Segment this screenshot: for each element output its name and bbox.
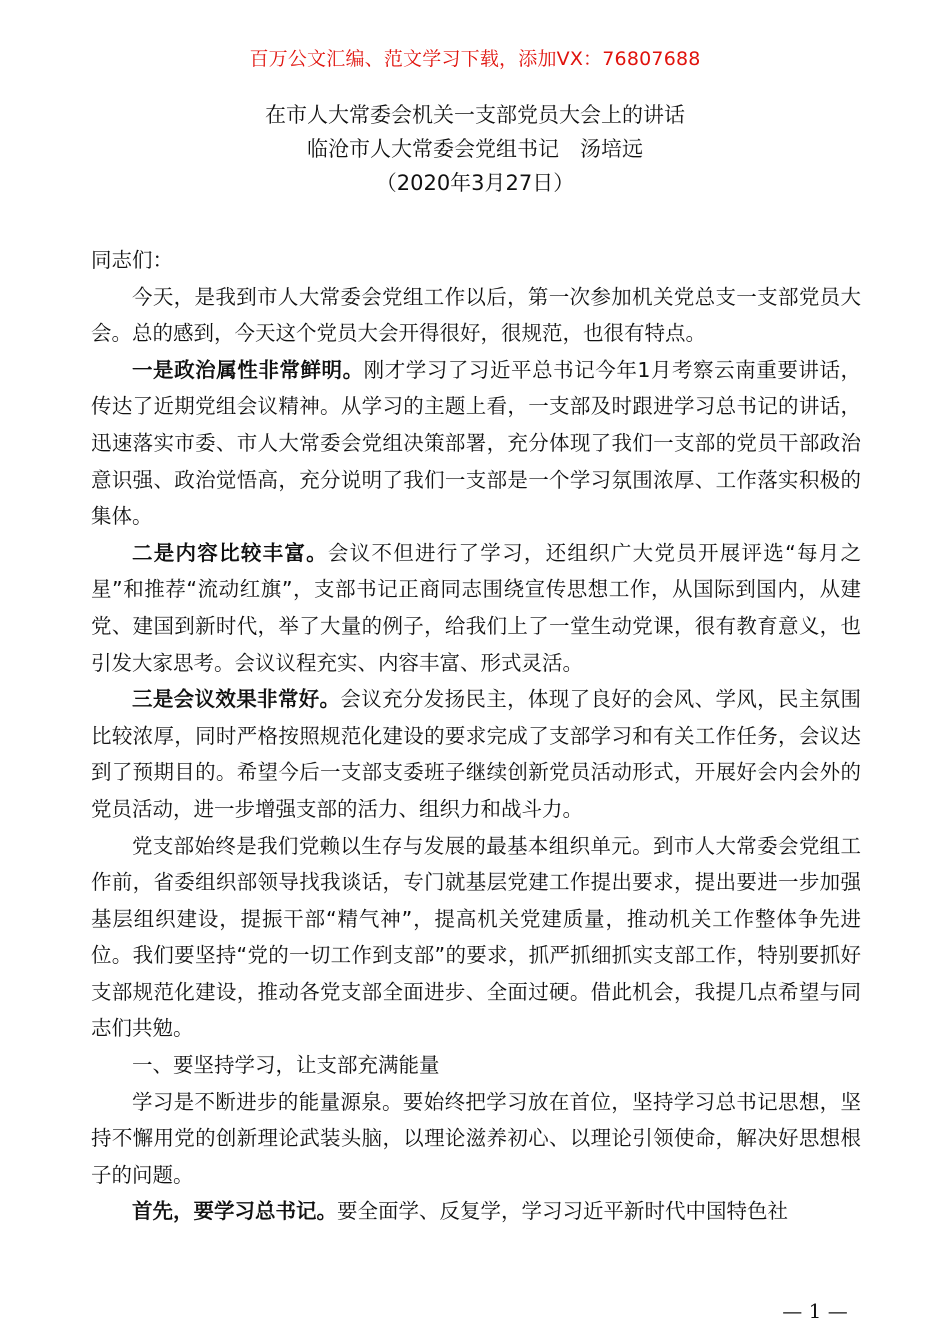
section-heading [91,1047,861,1084]
paragraph [91,352,861,535]
paragraph-text: 党支部始终是我们党赖以生存与发展的最基本组织单元。到市人大常委会党组工作前，省委组织部领导找我谈话，专门就基层党建工作提出要求，提出要进一步加强基层组织建设，提振干部“精气神”，提高机关党建质量，推动机关工作整体争先进位。我们要坚持“党的一切工作到支部”的要求，抓严抓细抓实支部工作，特别要抓好支部规范化建设，推动各党支部全面进步、全面过硬。借此机会，我提几点希望与同志们共勉。 [91,833,861,1041]
paragraph-lead: 三是会议效果非常好。 [132,687,341,712]
paragraph-lead: 二是内容比较丰富。 [132,540,328,565]
paragraph [91,828,861,1048]
watermark-banner: 百万公文汇编、范文学习下载，添加VX：76807688 [249,48,701,70]
paragraph [91,1193,861,1230]
paragraph-text: 会议充分发扬民主，体现了良好的会风、学风，民主氛围比较浓厚，同时严格按照规范化建设的要求完成了支部学习和有关工作任务，会议达到了预期目的。希望今后一支部支委班子继续创新党员活动形式，开展好会内会外的党员活动，进一步增强支部的活力、组织力和战斗力。 [91,687,862,821]
paragraph [91,1084,861,1194]
title-block [0,98,950,200]
paragraph-text: 学习是不断进步的能量源泉。要始终把学习放在首位，坚持学习总书记思想，坚持不懈用党的创新理论武装头脑，以理论滋养初心、以理论引领使命，解决好思想根子的问题。 [91,1089,861,1187]
speech-body [91,242,861,1230]
paragraph-text: 一、要坚持学习，让支部充满能量 [132,1053,440,1078]
speaker-line: 临沧市人大常委会党组书记 汤培远 [307,137,643,161]
salutation: 同志们： [91,248,173,272]
paragraph-text: 今天，是我到市人大常委会党组工作以后，第一次参加机关党总支一支部党员大会。总的感到，今天这个党员大会开得很好，很规范，也很有特点。 [91,284,861,346]
speech-title: 在市人大常委会机关一支部党员大会上的讲话 [265,103,685,127]
paragraph-lead: 一是政治属性非常鲜明。 [132,357,364,382]
paragraph [91,681,861,827]
paragraph-text: 要全面学、反复学，学习习近平新时代中国特色社 [337,1199,788,1224]
paragraph-lead: 首先，要学习总书记。 [132,1199,337,1224]
paragraph-text: 刚才学习了习近平总书记今年1月考察云南重要讲话，传达了近期党组会议精神。从学习的主题上看，一支部及时跟进学习总书记的讲话，迅速落实市委、市人大常委会党组决策部署，充分体现了我们一支部的党员干部政治意识强、政治觉悟高，充分说明了我们一支部是一个学习氛围浓厚、工作落实积极的集体。 [91,357,862,529]
paragraph [91,535,861,681]
paragraph-text: 会议不但进行了学习，还组织广大党员开展评选“每月之星”和推荐“流动红旗”，支部书记正商同志围绕宣传思想工作，从国际到国内，从建党、建国到新时代，举了大量的例子，给我们上了一堂生动党课，很有教育意义，也引发大家思考。会议议程充实、内容丰富、形式灵活。 [91,540,861,675]
speech-date: （2020年3月27日） [375,171,575,195]
paragraph [91,279,861,352]
page-number: — 1 — [782,1299,848,1323]
